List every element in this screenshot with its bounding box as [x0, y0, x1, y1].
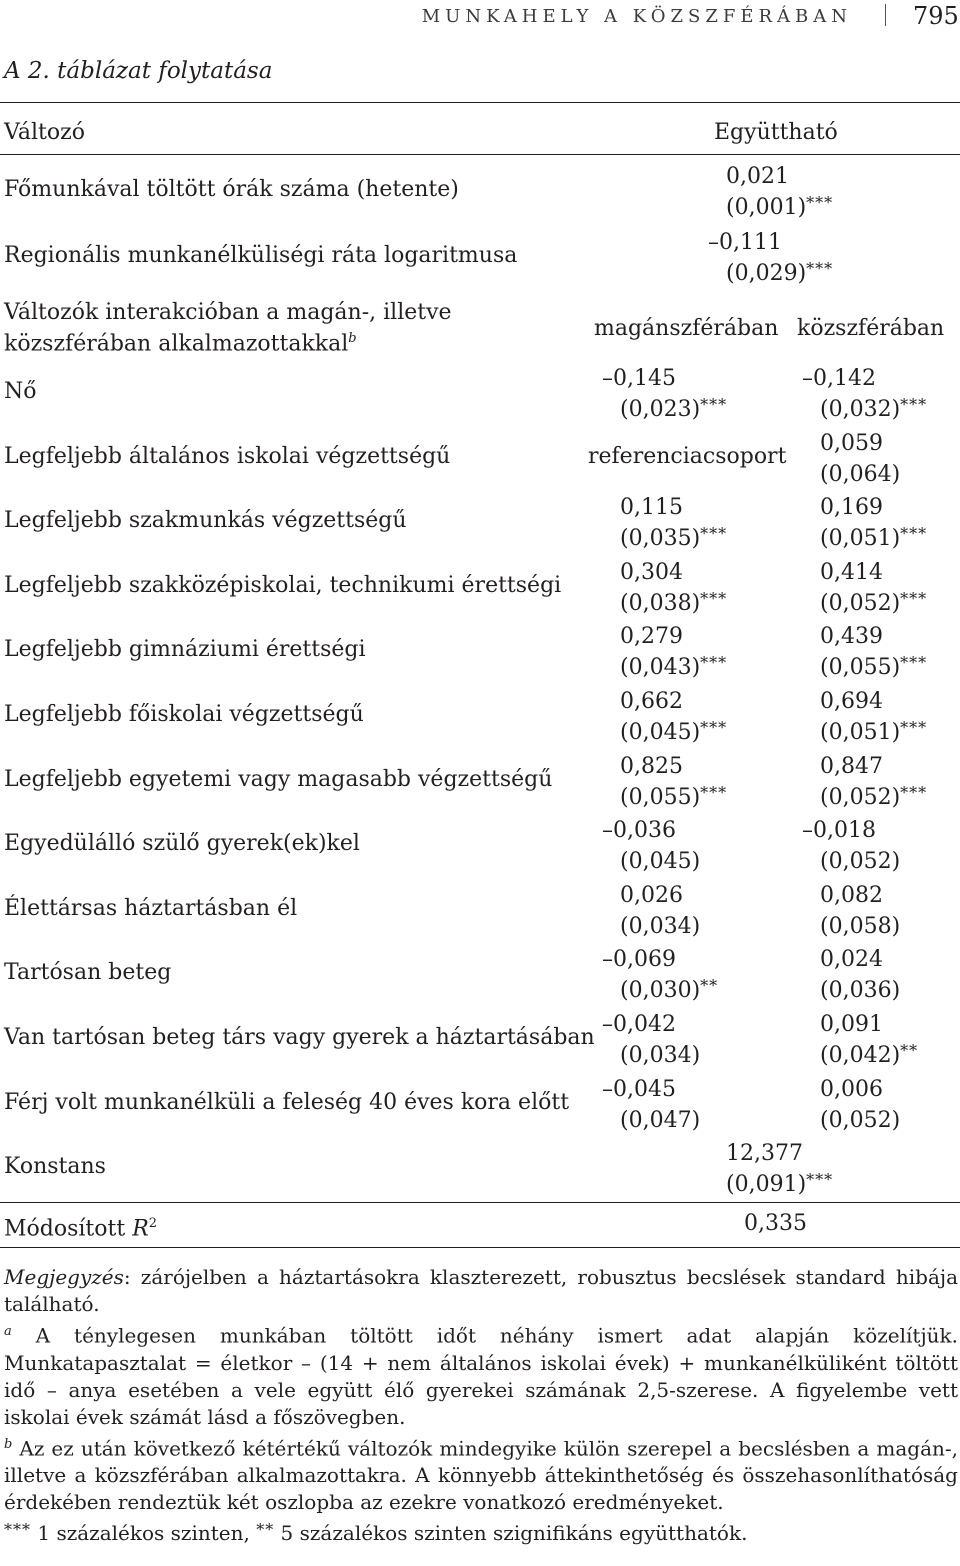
row-label: Legfeljebb főiskolai végzettségű: [4, 702, 364, 727]
public-se-cell: [820, 780, 960, 811]
private-se-cell: [620, 909, 760, 940]
private-stars: ***: [700, 589, 728, 608]
note-significance: [4, 1516, 958, 1547]
public-se-cell: [820, 715, 960, 746]
public-se-cell: [820, 909, 960, 940]
private-se-cell: [620, 650, 760, 681]
private-stars: ***: [700, 524, 728, 543]
private-se-cell: [620, 586, 760, 617]
r2-label-sup: 2: [148, 1216, 158, 1231]
sig3-mark: ***: [4, 1520, 31, 1540]
row-label: Regionális munkanélküliségi ráta logaritmusa: [4, 243, 518, 268]
private-se: (0,043): [620, 655, 701, 680]
public-se: (0,052): [820, 849, 901, 874]
public-se-cell: [820, 457, 960, 488]
sig3-text: 1 százalékos szinten,: [31, 1521, 257, 1546]
private-se: (0,034): [620, 914, 701, 939]
r2-label-var: R: [132, 1216, 149, 1242]
row-coef: –0,111: [708, 230, 782, 255]
public-coef: 0,006: [820, 1077, 883, 1102]
row-label: Legfeljebb egyetemi vagy magasabb végzettségű: [4, 767, 553, 792]
header-divider: [885, 4, 886, 26]
public-se-cell: [820, 973, 960, 1004]
note-text: : zárójelben a háztartásokra klaszterezett, robusztus becslések standard hibája található.: [4, 1265, 958, 1316]
private-se-cell: [620, 780, 760, 811]
private-coef: 0,825: [620, 754, 683, 779]
private-coef: 0,662: [620, 689, 683, 714]
private-coef: 0,115: [620, 495, 683, 520]
row-label: Legfeljebb általános iskolai végzettségű: [4, 444, 451, 469]
public-se-cell: [820, 392, 960, 423]
private-coef: –0,042: [602, 1012, 676, 1037]
private-stars: ***: [700, 395, 728, 414]
interaction-label-sup: b: [348, 331, 357, 346]
private-se: (0,038): [620, 591, 701, 616]
private-coef: –0,069: [602, 947, 676, 972]
private-coef: –0,045: [602, 1077, 676, 1102]
row-stars: ***: [806, 259, 834, 278]
private-coef: 0,304: [620, 560, 683, 585]
private-se-cell: [620, 973, 760, 1004]
public-se-cell: [820, 1103, 960, 1134]
public-se: (0,052): [820, 785, 901, 810]
note-label: Megjegyzés: [4, 1265, 124, 1289]
public-coef: 0,414: [820, 560, 883, 585]
private-se-cell: [620, 521, 760, 552]
public-se: (0,036): [820, 978, 901, 1003]
public-se: (0,064): [820, 462, 901, 487]
public-coef: 0,091: [820, 1012, 883, 1037]
row-label: Legfeljebb szakközépiskolai, technikumi érettségi: [4, 573, 562, 598]
row-stars: ***: [806, 193, 834, 212]
row-se: (0,029): [726, 261, 807, 286]
public-se: (0,055): [820, 655, 901, 680]
private-se: (0,023): [620, 397, 701, 422]
row-label: Tartósan beteg: [4, 960, 172, 985]
row-se: (0,001): [726, 195, 807, 220]
col-header-variable: Változó: [4, 120, 85, 145]
running-header-title: MUNKAHELY A KÖZSZFÉRÁBAN: [421, 6, 852, 27]
constant-stars: ***: [806, 1170, 834, 1189]
public-coef: 0,694: [820, 689, 883, 714]
public-coef: 0,059: [820, 431, 883, 456]
row-se-cell: [726, 190, 866, 221]
sig2-mark: **: [256, 1520, 275, 1540]
row-label: Legfeljebb szakmunkás végzettségű: [4, 508, 407, 533]
private-stars: ***: [700, 783, 728, 802]
public-se: (0,051): [820, 526, 901, 551]
public-se-cell: [820, 586, 960, 617]
public-stars: ***: [900, 718, 928, 737]
private-se-cell: [620, 1103, 760, 1134]
public-coef: 0,847: [820, 754, 883, 779]
row-label: Férj volt munkanélküli a feleség 40 éves kora előtt: [4, 1090, 570, 1115]
public-se: (0,058): [820, 914, 901, 939]
table-top-rule: [0, 102, 960, 103]
public-stars: **: [900, 1041, 919, 1060]
constant-coef: 12,377: [726, 1141, 803, 1166]
public-stars: ***: [900, 589, 928, 608]
private-se-cell: [620, 392, 760, 423]
r2-label: [4, 1211, 157, 1242]
public-coef: –0,142: [802, 366, 876, 391]
row-coef: 0,021: [726, 164, 789, 189]
note-general: [4, 1264, 958, 1318]
private-se: (0,030): [620, 978, 701, 1003]
note-b-text: Az ez után következő kétértékű változók mindegyike külön szerepel a becslésben a magán-, illetve a közszférában alkalmazottakra. A könnyebb áttekinthetőség és összehasonlíthatóság érdekében rendeztük két oszlopba az ezekre vonatkozó eredményeket.: [4, 1436, 958, 1515]
public-se: (0,032): [820, 397, 901, 422]
public-se-cell: [820, 521, 960, 552]
private-coef: 0,279: [620, 624, 683, 649]
private-se: (0,035): [620, 526, 701, 551]
row-label: Nő: [4, 379, 37, 404]
public-coef: 0,082: [820, 883, 883, 908]
public-stars: ***: [900, 524, 928, 543]
public-stars: ***: [900, 395, 928, 414]
private-se-cell: [620, 715, 760, 746]
public-se: (0,042): [820, 1043, 901, 1068]
private-reference: referenciacsoport: [588, 444, 787, 469]
private-se-cell: [620, 844, 760, 875]
private-coef: –0,145: [602, 366, 676, 391]
r2-label-prefix: Módosított: [4, 1216, 133, 1242]
row-label: Legfeljebb gimnáziumi érettségi: [4, 637, 366, 662]
note-a-text: A ténylegesen munkában töltött időt néhány ismert adat alapján közelítjük. Munkatapasztalat = életkor – (14 + nem általános iskolai évek) + munkanélküliként töltött idő – anya esetében a vele együtt élő gyerekei számának 2,5-szerese. A figyelembe vett iskolai évek számát lásd a főszövegben.: [4, 1323, 958, 1429]
public-se: (0,052): [820, 591, 901, 616]
private-se-cell: [620, 1038, 760, 1069]
public-stars: ***: [900, 783, 928, 802]
private-stars: ***: [700, 653, 728, 672]
public-se-cell: [820, 844, 960, 875]
public-se: (0,052): [820, 1108, 901, 1133]
row-label: Főmunkával töltött órák száma (hetente): [4, 177, 459, 202]
note-a-mark: a: [4, 1324, 12, 1339]
public-se-cell: [820, 650, 960, 681]
public-coef: 0,169: [820, 495, 883, 520]
private-se: (0,047): [620, 1108, 701, 1133]
row-label: Élettársas háztartásban él: [4, 896, 298, 921]
interaction-label: [4, 300, 452, 357]
note-b: [4, 1431, 958, 1517]
table-notes: [4, 1264, 958, 1547]
private-coef: 0,026: [620, 883, 683, 908]
table-caption: A 2. táblázat folytatása: [4, 58, 273, 84]
constant-label: Konstans: [4, 1154, 106, 1179]
private-se: (0,055): [620, 785, 701, 810]
col-header-coefficient: Együttható: [714, 120, 838, 145]
public-coef: –0,018: [802, 818, 876, 843]
note-b-mark: b: [4, 1436, 13, 1452]
private-stars: **: [700, 976, 719, 995]
public-se-cell: [820, 1038, 960, 1069]
private-stars: ***: [700, 718, 728, 737]
public-stars: ***: [900, 653, 928, 672]
r2-rule: [0, 1202, 960, 1203]
private-se: (0,034): [620, 1043, 701, 1068]
row-se-cell: [726, 256, 866, 287]
r2-value: 0,335: [744, 1211, 807, 1236]
private-se: (0,045): [620, 849, 701, 874]
public-coef: 0,024: [820, 947, 883, 972]
col-header-public: közszférában: [797, 316, 945, 341]
header-rule: [0, 154, 960, 155]
constant-se-cell: [726, 1167, 866, 1198]
row-label: Van tartósan beteg társ vagy gyerek a háztartásában: [4, 1025, 595, 1050]
public-se: (0,051): [820, 720, 901, 745]
sig2-text: 5 százalékos szinten szignifikáns együtthatók.: [274, 1521, 748, 1546]
constant-se: (0,091): [726, 1172, 807, 1197]
interaction-label-line1: Változók interakcióban a magán-, illetve: [4, 300, 452, 325]
interaction-label-line2: közszférában alkalmazottakkal: [4, 331, 349, 357]
private-coef: –0,036: [602, 818, 676, 843]
page-number: 795: [913, 2, 959, 30]
note-a: [4, 1318, 958, 1431]
private-se: (0,045): [620, 720, 701, 745]
row-label: Egyedülálló szülő gyerek(ek)kel: [4, 831, 360, 856]
col-header-private: magánszférában: [594, 316, 779, 341]
public-coef: 0,439: [820, 624, 883, 649]
table-bottom-rule: [0, 1247, 960, 1248]
